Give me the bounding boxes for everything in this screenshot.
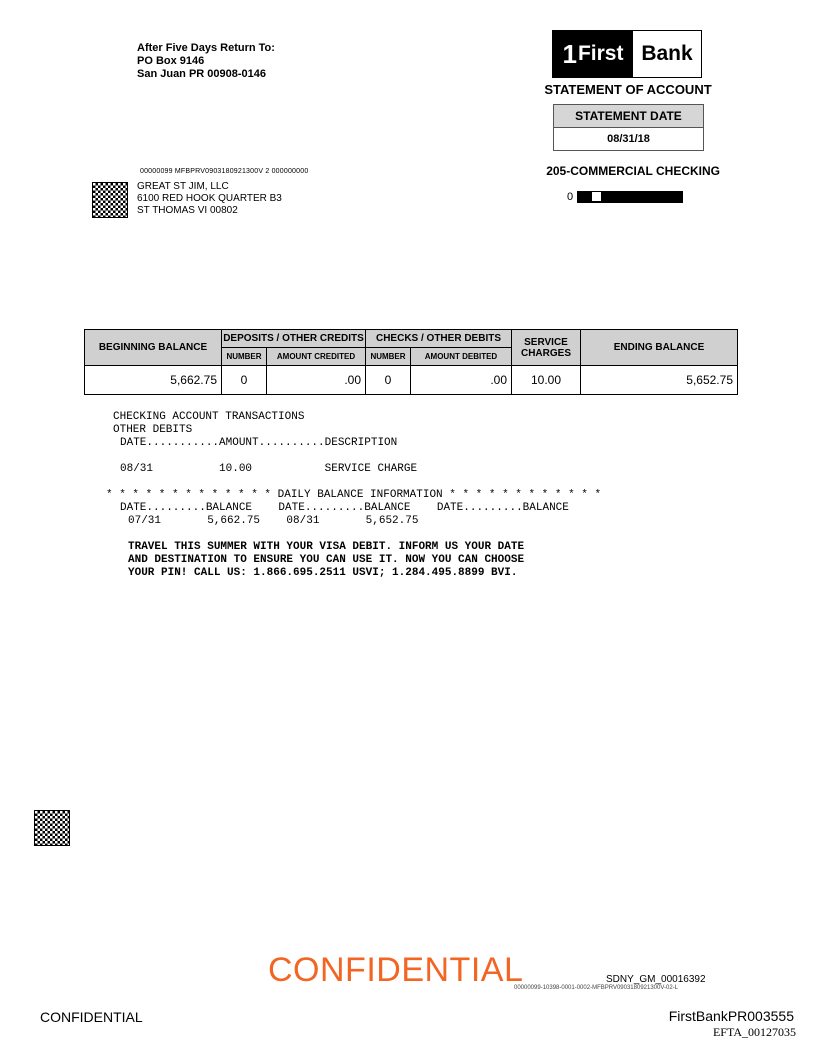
bank-bates: FirstBankPR003555: [668, 1008, 794, 1024]
return-address: [137, 42, 275, 81]
th-deposits: DEPOSITS / OTHER CREDITS: [222, 330, 366, 348]
address-2d-barcode: [92, 182, 128, 218]
efta-number: EFTA_00127035: [712, 1025, 796, 1039]
th-checks-number: NUMBER: [366, 348, 411, 366]
transactions-header: DATE...........AMOUNT..........DESCRIPTION: [120, 437, 398, 449]
customer-city: ST THOMAS VI 00802: [137, 205, 238, 216]
th-deposits-number: NUMBER: [222, 348, 267, 366]
ending-balance-value: 5,652.75: [581, 366, 738, 395]
daily-balance-banner: * * * * * * * * * * * * * DAILY BALANCE INFORMATION * * * * * * * * * * * *: [106, 489, 602, 501]
promo-line-3: YOUR PIN! CALL US: 1.866.695.2511 USVI; 1.284.495.8899 BVI.: [128, 567, 518, 579]
th-amount-debited: AMOUNT DEBITED: [411, 348, 512, 366]
beginning-balance-value: 5,662.75: [85, 366, 222, 395]
logo-bank: Bank: [641, 42, 693, 65]
confidential-stamp: CONFIDENTIAL: [268, 951, 524, 989]
th-checks: CHECKS / OTHER DEBITS: [366, 330, 512, 348]
logo-first: 1 First: [553, 31, 633, 77]
balance-summary-table: [84, 329, 738, 395]
customer-name: GREAT ST JIM, LLC: [137, 181, 229, 192]
amount-debited-value: .00: [411, 366, 512, 395]
return-line-1: After Five Days Return To:: [137, 42, 275, 54]
th-amount-credited: AMOUNT CREDITED: [267, 348, 366, 366]
redaction-gap: [592, 192, 601, 201]
amount-credited-value: .00: [267, 366, 366, 395]
service-charges-value: 10.00: [512, 366, 581, 395]
customer-street: 6100 RED HOOK QUARTER B3: [137, 193, 282, 204]
statement-date-label: STATEMENT DATE: [554, 105, 703, 128]
account-number-visible: 0: [567, 191, 574, 203]
promo-line-2: AND DESTINATION TO ENSURE YOU CAN USE IT. NOW YOU CAN CHOOSE: [128, 554, 525, 566]
statement-title: STATEMENT OF ACCOUNT: [544, 82, 712, 97]
th-beginning-balance: BEGINNING BALANCE: [85, 330, 222, 366]
daily-balance-row: 07/31 5,662.75 08/31 5,652.75: [128, 515, 419, 527]
statement-date-value: 08/31/18: [607, 133, 650, 145]
sdny-bates: SDNY_GM_00016392: [606, 974, 706, 985]
daily-balance-header: DATE.........BALANCE DATE.........BALANCE DATE.........BALANCE: [120, 502, 569, 514]
transactions-subsection: OTHER DEBITS: [113, 424, 193, 436]
transactions-title: CHECKING ACCOUNT TRANSACTIONS: [113, 411, 305, 423]
mailing-address: [137, 181, 282, 217]
statement-date-box: [553, 104, 704, 151]
first-bank-logo: [552, 30, 702, 78]
logo-one-mark: 1: [562, 38, 577, 69]
th-ending-balance: ENDING BALANCE: [581, 330, 738, 366]
th-service-charges: SERVICE CHARGES: [512, 330, 581, 366]
page-2d-barcode: [34, 810, 70, 846]
transaction-row: 08/31 10.00 SERVICE CHARGE: [120, 463, 418, 475]
confidential-label: CONFIDENTIAL: [40, 1009, 143, 1025]
checks-number-value: 0: [366, 366, 411, 395]
document-code: 00000099-10398-0001-0002-MFBPRV0903180921300V-02-L: [514, 985, 679, 991]
promo-line-1: TRAVEL THIS SUMMER WITH YOUR VISA DEBIT. INFORM US YOUR DATE: [128, 541, 525, 553]
return-line-3: San Juan PR 00908-0146: [137, 68, 267, 80]
mail-sort-code: 00000099 MFBPRV0903180921300V 2 000000000: [140, 168, 309, 175]
account-product: 205-COMMERCIAL CHECKING: [546, 164, 720, 178]
return-line-2: PO Box 9146: [137, 55, 205, 67]
deposits-number-value: 0: [222, 366, 267, 395]
